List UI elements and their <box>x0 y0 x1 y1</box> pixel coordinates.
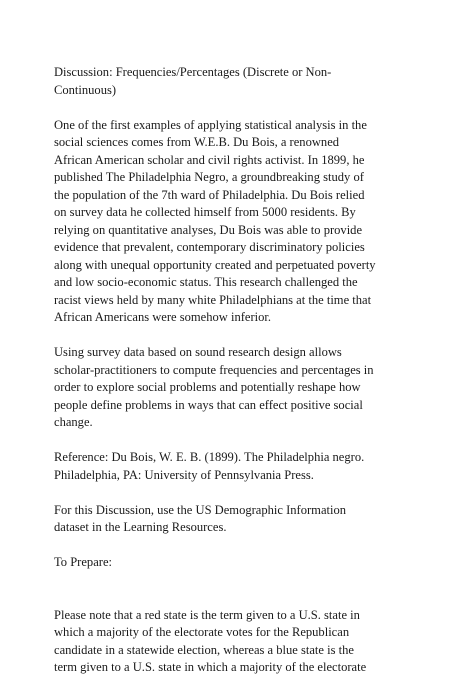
text-line: One of the first examples of applying statistical analysis in the <box>54 117 367 132</box>
text-line: evidence that prevalent, contemporary discriminatory policies <box>54 240 365 254</box>
text-line: African American scholar and civil rights activist. In 1899, he <box>54 152 365 167</box>
text-line: For this Discussion, use the US Demographic Information <box>54 502 347 517</box>
text-line: change. <box>54 415 93 429</box>
text-line: order to explore social problems and potentially reshape how <box>54 380 361 394</box>
note-paragraph <box>54 607 406 677</box>
text-line: social sciences comes from W.E.B. Du Bois, a renowned <box>54 135 340 149</box>
text-line: the population of the 7th ward of Philadelphia. Du Bois relied <box>54 187 365 202</box>
text-line: and low socio-economic status. This research challenged the <box>54 275 358 289</box>
text-line: racist views held by many white Philadelphians at the time that <box>54 292 372 307</box>
text-line: along with unequal opportunity created and perpetuated poverty <box>54 257 376 272</box>
text-line: Discussion: Frequencies/Percentages (Discrete or Non- <box>54 65 332 79</box>
instructions-paragraph <box>54 502 406 537</box>
intro-paragraph <box>54 117 406 327</box>
text-line: dataset in the Learning Resources. <box>54 520 227 534</box>
text-line: term given to a U.S. state in which a majority of the electorate <box>54 660 367 674</box>
text-line: published The Philadelphia Negro, a groundbreaking study of <box>54 170 364 184</box>
discussion-title <box>54 64 406 99</box>
text-line: scholar-practitioners to compute frequencies and percentages in <box>54 362 374 377</box>
text-line: To Prepare: <box>54 555 112 569</box>
text-line: people define problems in ways that can effect positive social <box>54 397 363 412</box>
text-line: Philadelphia, PA: University of Pennsylvania Press. <box>54 467 314 482</box>
to-prepare-heading <box>54 554 406 572</box>
text-line: African Americans were somehow inferior. <box>54 310 272 324</box>
text-line: on survey data he collected himself from 5000 residents. By <box>54 205 356 219</box>
reference-paragraph <box>54 449 406 484</box>
text-line: relying on quantitative analyses, Du Bois was able to provide <box>54 222 363 237</box>
text-line: Using survey data based on sound research design allows <box>54 345 342 359</box>
text-line: Continuous) <box>54 82 117 97</box>
document-body <box>54 64 406 694</box>
text-line: candidate in a statewide election, whereas a blue state is the <box>54 642 354 657</box>
survey-paragraph <box>54 344 406 432</box>
text-line: Please note that a red state is the term given to a U.S. state in <box>54 607 360 622</box>
text-line: which a majority of the electorate votes for the Republican <box>54 625 350 639</box>
text-line: Reference: Du Bois, W. E. B. (1899). The Philadelphia negro. <box>54 450 365 464</box>
